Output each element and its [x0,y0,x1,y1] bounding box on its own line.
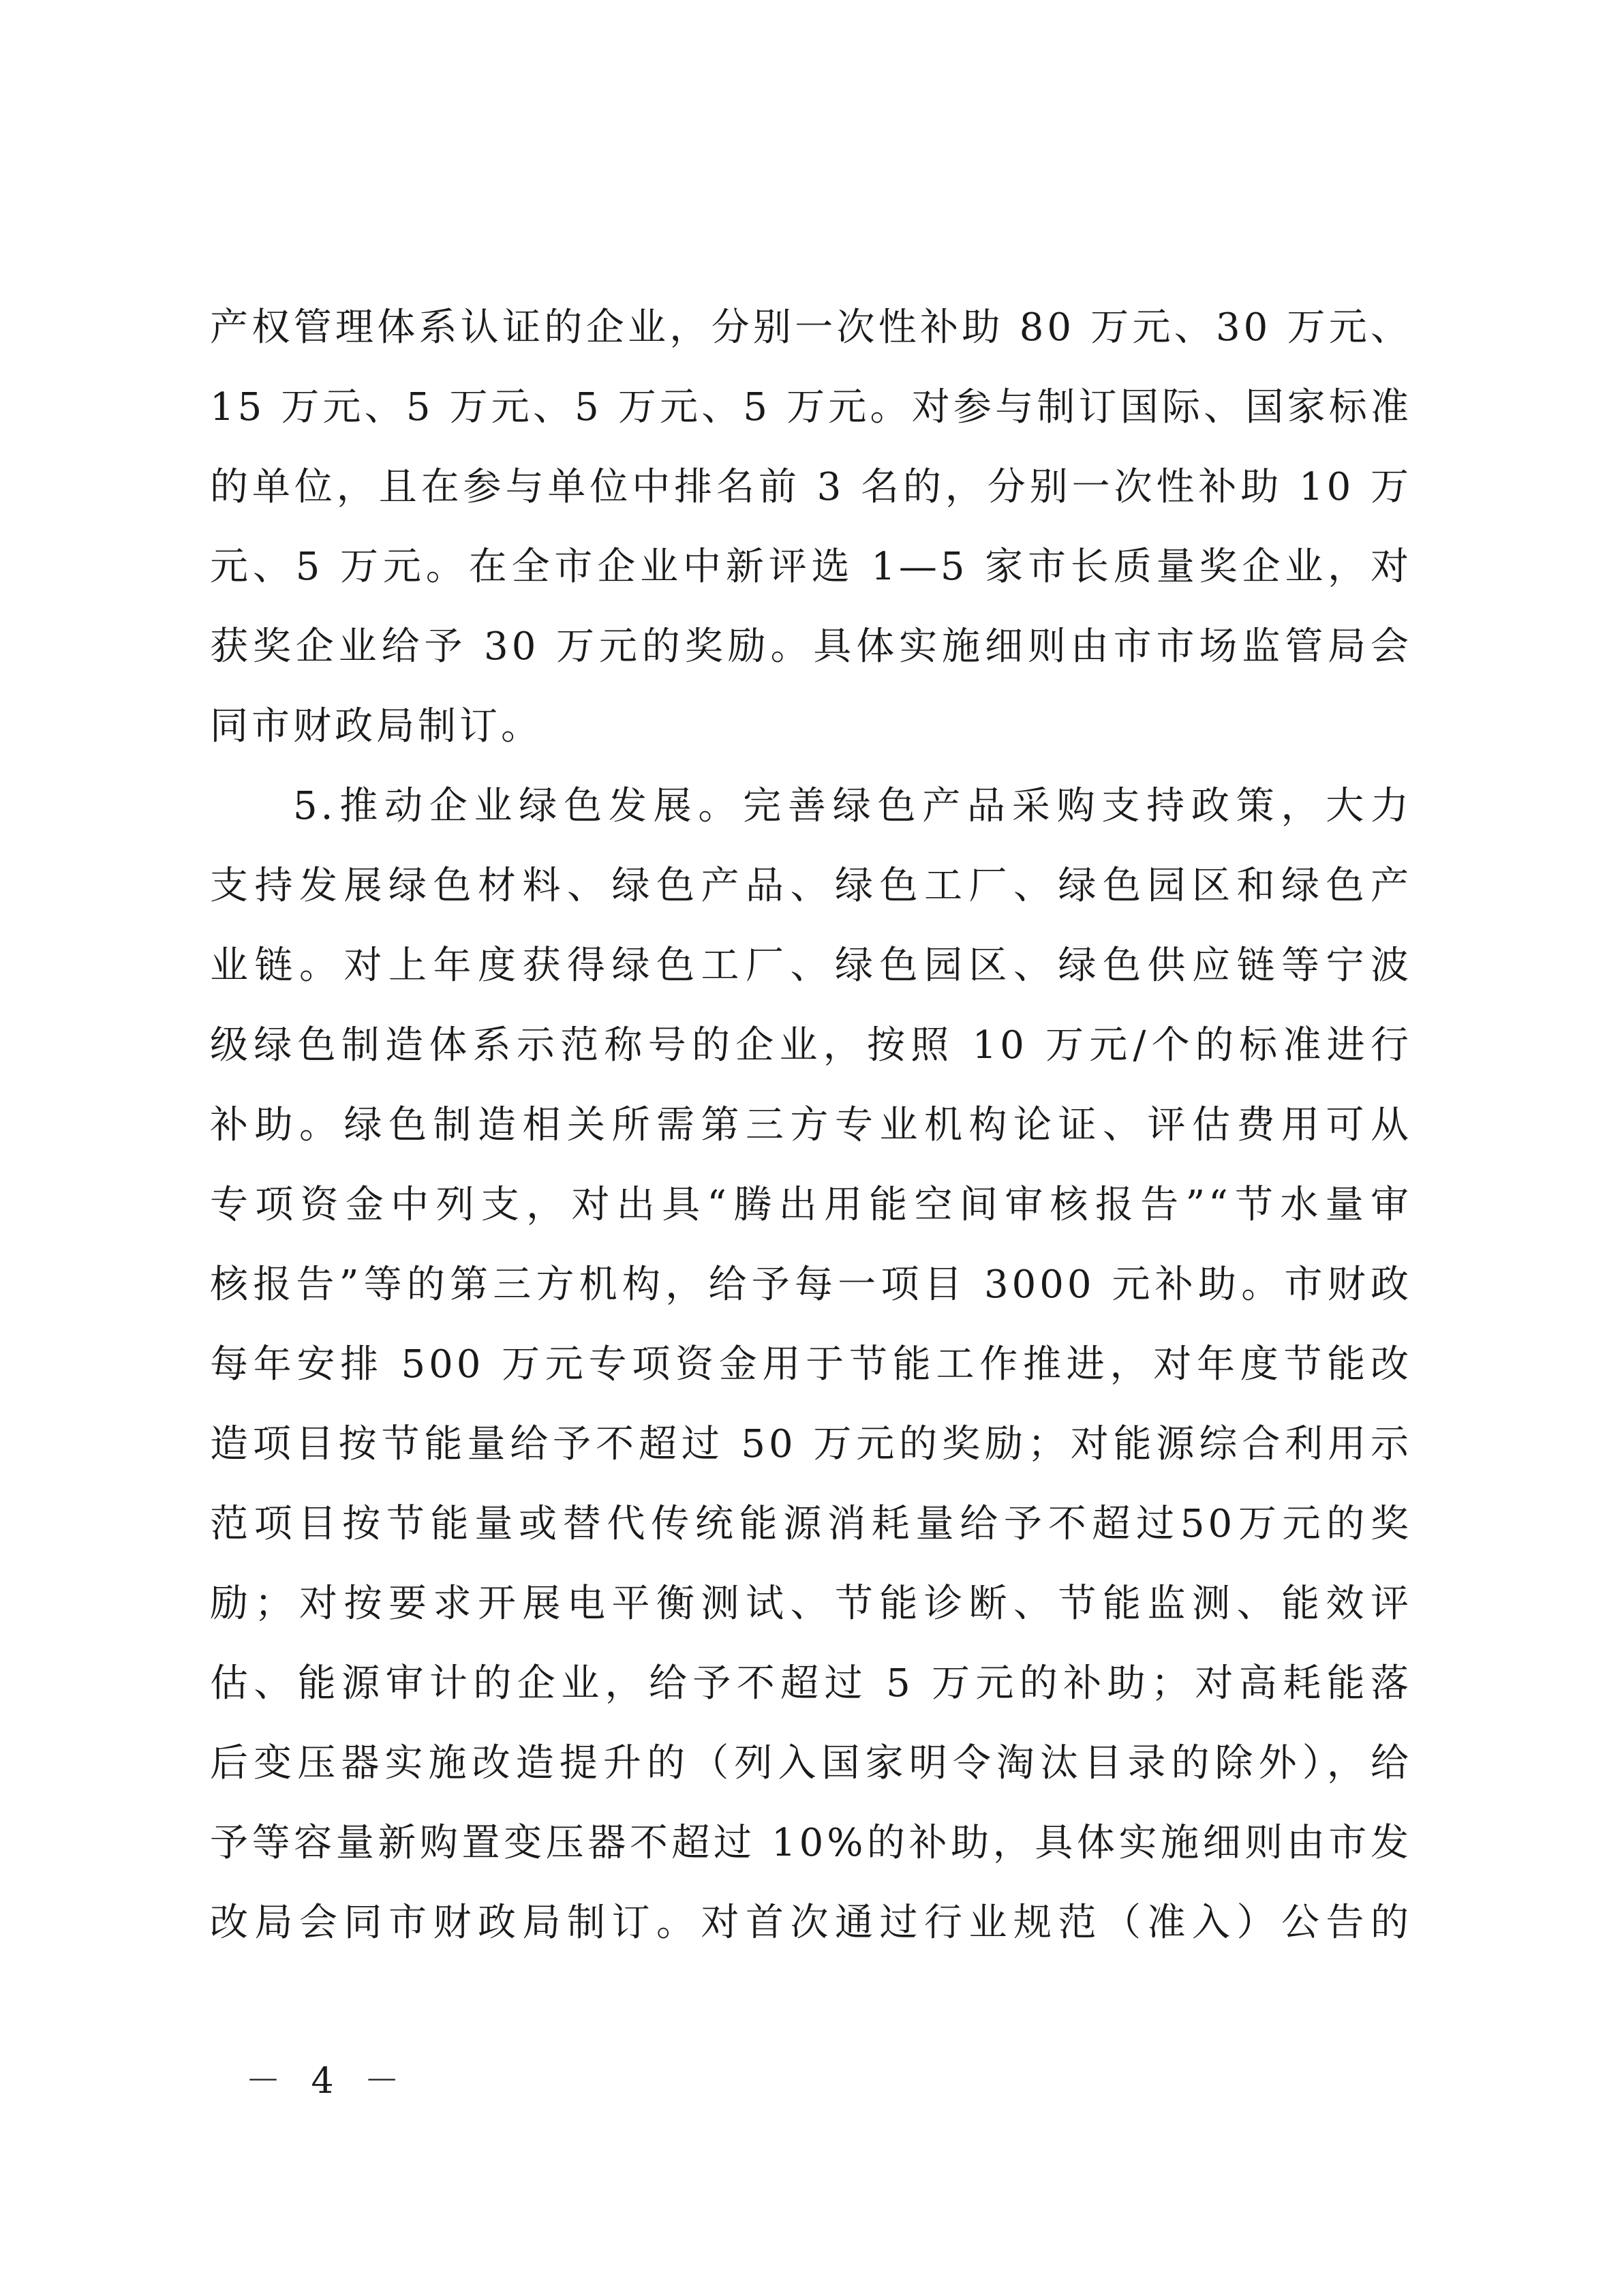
body-text [210,288,1412,1963]
text-line: 励；对按要求开展电平衡测试、节能诊断、节能监测、能效评 [210,1582,1412,1626]
text-line: 核报告”等的第三方机构，给予每一项目 3000 元补助。市财政 [210,1263,1412,1307]
text-line: 造项目按节能量给予不超过 50 万元的奖励；对能源综合利用示 [210,1422,1412,1466]
text-line: 专项资金中列支，对出具“腾出用能空间审核报告”“节水量审 [210,1183,1412,1227]
text-line: 元、5 万元。在全市企业中新评选 1—5 家市长质量奖企业，对 [210,545,1412,589]
text-line: 补助。绿色制造相关所需第三方专业机构论证、评估费用可从 [210,1103,1412,1147]
text-line: 后变压器实施改造提升的（列入国家明令淘汰目录的除外），给 [210,1741,1412,1785]
text-line: 予等容量新购置变压器不超过 10%的补助，具体实施细则由市发 [210,1821,1412,1865]
text-line: 业链。对上年度获得绿色工厂、绿色园区、绿色供应链等宁波 [210,943,1412,988]
text-line: 支持发展绿色材料、绿色产品、绿色工厂、绿色园区和绿色产 [210,864,1412,908]
text-line: 的单位，且在参与单位中排名前 3 名的，分别一次性补助 10 万 [210,465,1412,509]
text-line: 获奖企业给予 30 万元的奖励。具体实施细则由市市场监管局会 [210,624,1412,669]
text-line: 每年安排 500 万元专项资金用于节能工作推进，对年度节能改 [210,1342,1412,1387]
text-line: 改局会同市财政局制订。对首次通过行业规范（准入）公告的 [210,1901,1412,1945]
text-line: 估、能源审计的企业，给予不超过 5 万元的补助；对高耗能落 [210,1661,1412,1706]
text-line: 5.推动企业绿色发展。完善绿色产品采购支持政策，大力 [293,784,1412,828]
paragraph-1 [210,288,1412,766]
page-number: － 4 － [245,2061,410,2102]
paragraph-2 [210,766,1412,1963]
text-line: 同市财政局制订。 [210,704,542,749]
text-line: 级绿色制造体系示范称号的企业，按照 10 万元/个的标准进行 [210,1023,1412,1068]
text-line: 范项目按节能量或替代传统能源消耗量给予不超过50万元的奖 [210,1502,1412,1546]
text-line: 15 万元、5 万元、5 万元、5 万元。对参与制订国际、国家标准 [210,385,1412,429]
text-line: 产权管理体系认证的企业，分别一次性补助 80 万元、30 万元、 [210,305,1412,350]
